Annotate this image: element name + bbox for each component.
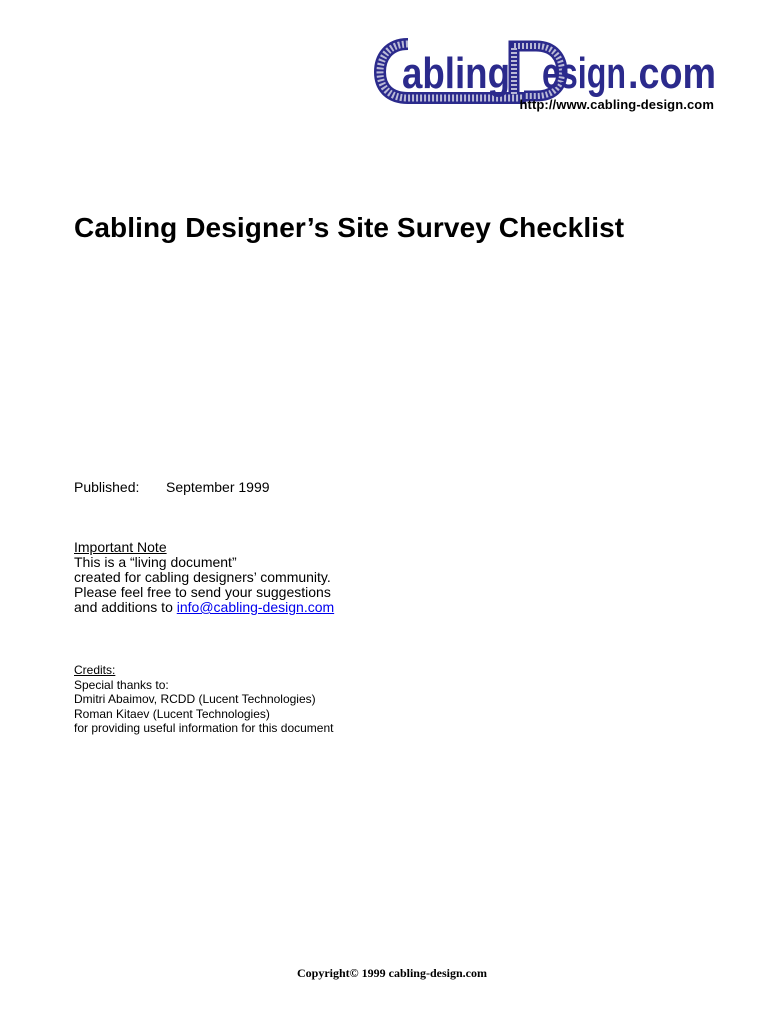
note-heading: Important Note	[74, 539, 167, 555]
credits-line: for providing useful information for this document	[74, 721, 334, 735]
important-note	[74, 540, 334, 615]
published-row	[74, 479, 270, 495]
logo-text-com: .com	[628, 49, 716, 98]
note-line: Please feel free to send your suggestions	[74, 584, 331, 600]
credits-line: Roman Kitaev (Lucent Technologies)	[74, 706, 270, 721]
published-date: September 1999	[166, 479, 270, 495]
credits-section	[74, 663, 333, 736]
published-label: Published:	[74, 479, 140, 495]
note-last-prefix: and additions to	[74, 599, 177, 615]
note-line-last	[74, 600, 334, 615]
email-link[interactable]: info@cabling-design.com	[176, 599, 335, 615]
logo-text-esign: esign	[542, 49, 626, 98]
credits-line: Dmitri Abaimov, RCDD (Lucent Technologies)	[74, 692, 316, 706]
credits-heading: Credits:	[74, 663, 116, 677]
logo-text-abling: abling	[402, 49, 510, 98]
credits-line: Special thanks to:	[74, 677, 169, 692]
note-line: created for cabling designers’ community.	[74, 569, 331, 585]
copyright-footer: Copyright© 1999 cabling-design.com	[297, 966, 487, 980]
note-line: This is a “living document”	[74, 554, 237, 570]
logo-url[interactable]: http://www.cabling-design.com	[519, 97, 714, 112]
page-title: Cabling Designer’s Site Survey Checklist	[74, 212, 625, 243]
